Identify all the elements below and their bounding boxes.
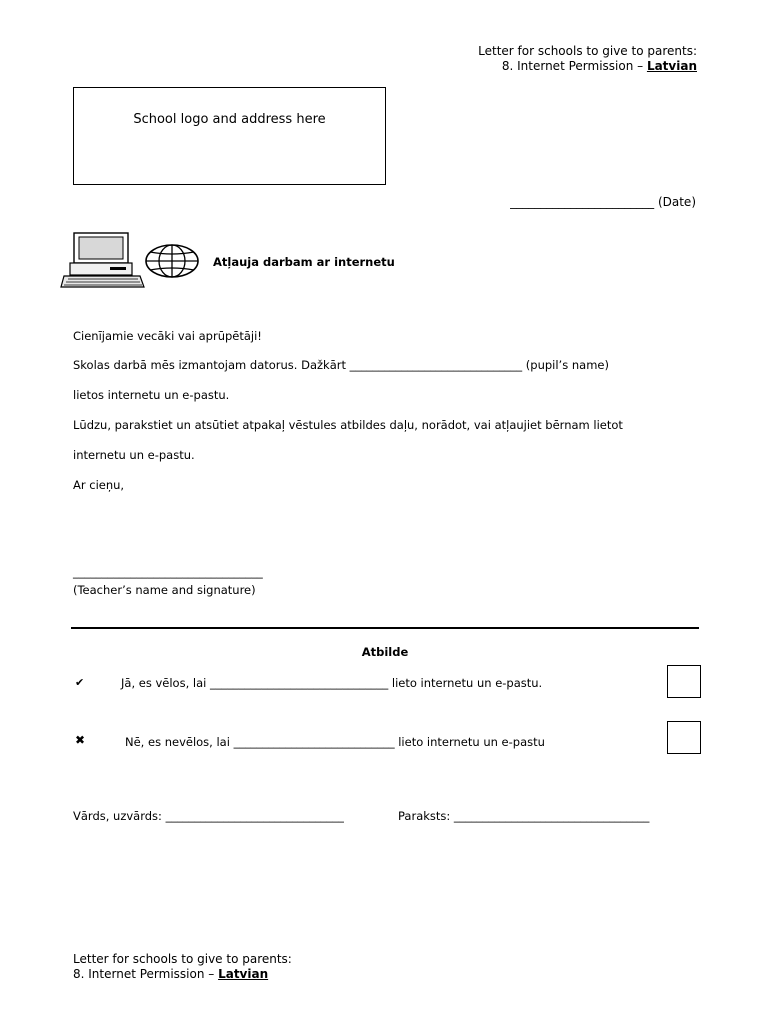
no-option-text: Nē, es nevēlos, lai ____________________________ lieto internetu un e-pastu	[125, 735, 545, 749]
footer-language: Latvian	[218, 967, 269, 981]
footer-prefix: 8. Internet Permission –	[73, 967, 219, 981]
date-label: (Date)	[657, 195, 696, 209]
signature-field-label: Paraksts: __________________________________	[398, 809, 650, 823]
date-line	[510, 195, 696, 209]
header-line-1: Letter for schools to give to parents:	[478, 44, 697, 58]
header-language: Latvian	[646, 59, 697, 73]
body-line-1: Skolas darbā mēs izmantojam datorus. Dažkārt ______________________________ (pupil’s name)	[73, 358, 609, 372]
closing: Ar cieņu,	[73, 478, 125, 492]
header-line-2	[502, 59, 697, 73]
yes-option-text: Jā, es vēlos, lai _______________________________ lieto internetu un e-pastu.	[121, 676, 543, 690]
logo-placeholder-text: School logo and address here	[133, 112, 326, 127]
page-title: Atļauja darbam ar internetu	[213, 255, 395, 269]
body-line-4: internetu un e-pastu.	[73, 448, 195, 462]
greeting: Cienījamie vecāki vai aprūpētāji!	[73, 329, 262, 343]
footer-line-1: Letter for schools to give to parents:	[73, 952, 292, 966]
header-prefix: 8. Internet Permission –	[501, 59, 647, 73]
reply-title: Atbilde	[361, 645, 409, 659]
section-divider	[71, 627, 699, 629]
globe-icon	[145, 244, 201, 280]
date-blank: ________________________	[510, 195, 655, 209]
body-line-2: lietos internetu un e-pastu.	[73, 388, 230, 402]
cross-icon: ✖	[75, 733, 86, 747]
signature-blank: _________________________________	[73, 565, 263, 579]
school-logo-box	[73, 87, 386, 185]
body-line-3: Lūdzu, parakstiet un atsūtiet atpakaļ vēstules atbildes daļu, norādot, vai atļaujiet bērnam lietot	[73, 418, 623, 432]
footer-line-2	[73, 967, 268, 981]
computer-icon	[60, 232, 146, 290]
no-checkbox[interactable]	[667, 721, 701, 754]
check-icon: ✔	[75, 676, 85, 689]
yes-checkbox[interactable]	[667, 665, 701, 698]
name-field-label: Vārds, uzvārds: _______________________________	[73, 809, 344, 823]
signature-label: (Teacher’s name and signature)	[73, 583, 256, 597]
